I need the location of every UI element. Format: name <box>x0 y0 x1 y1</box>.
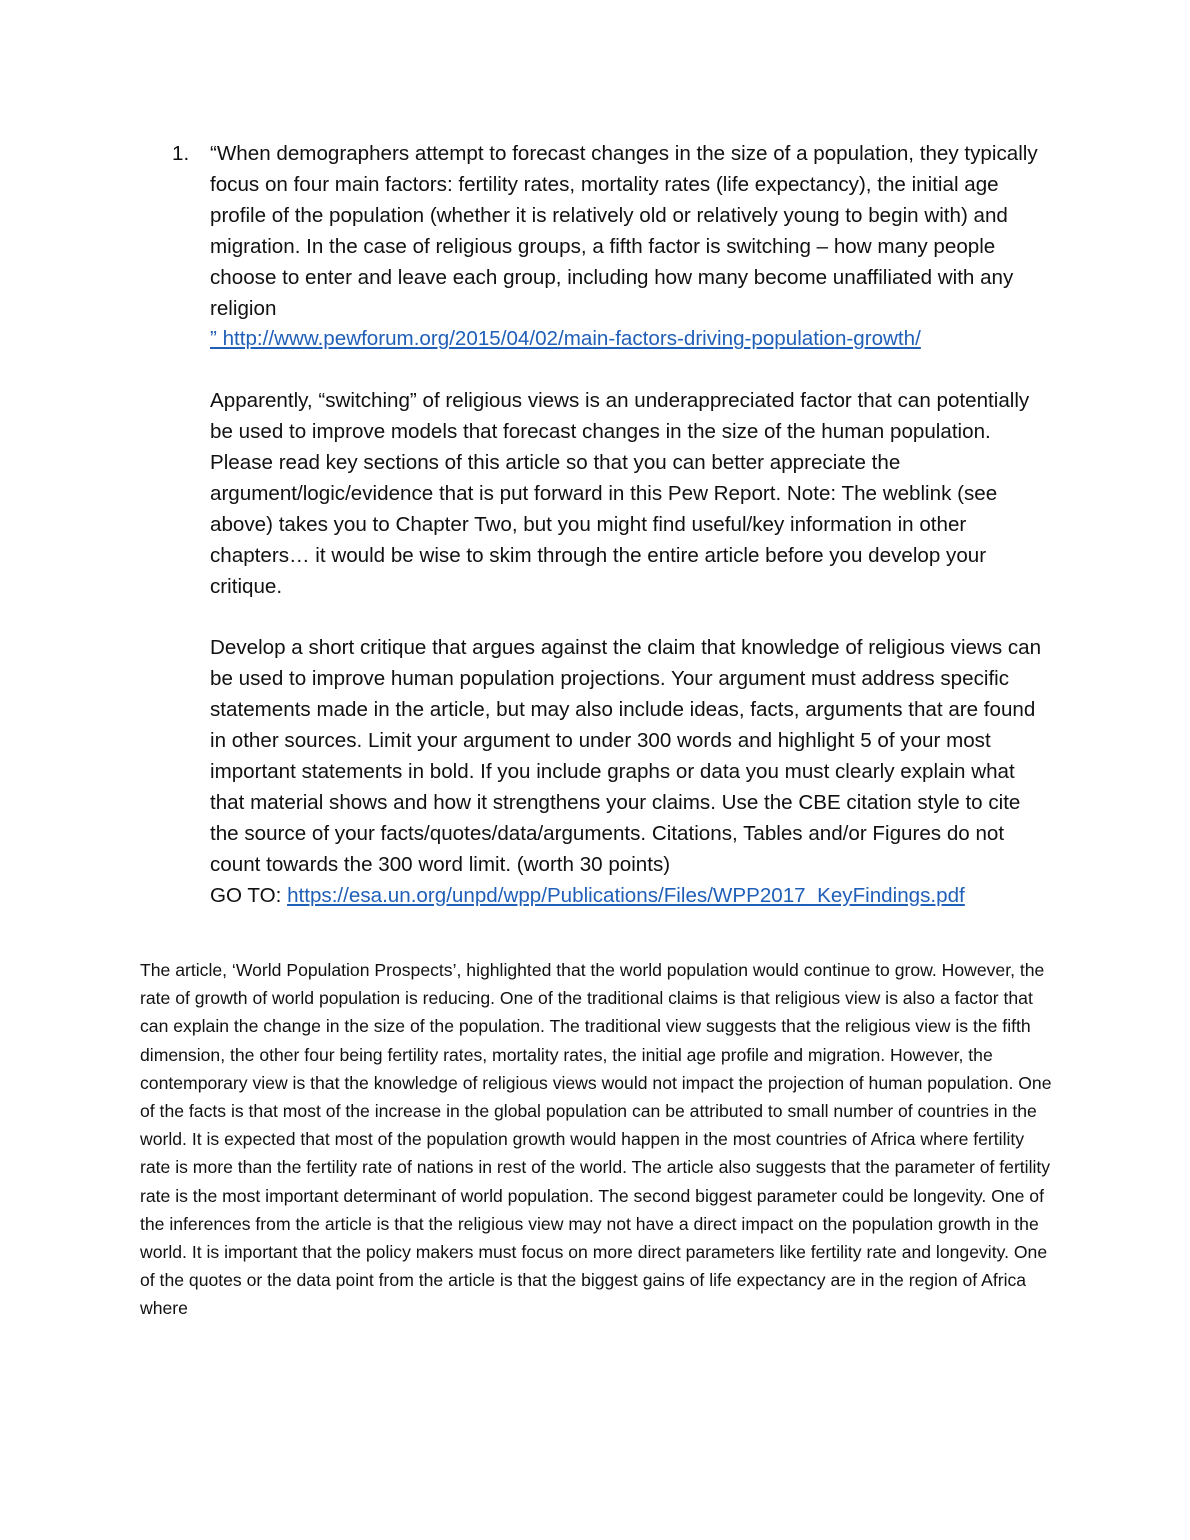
paragraph-gap <box>210 603 1042 634</box>
answer-paragraph: The article, ‘World Population Prospects’, highlighted that the world population would continue to grow. However, the rate of growth of world population is reducing. One of the traditional claims is that religious view is also a factor that can explain the change in the size of the population. The traditional view suggests that the religious view is the fifth dimension, the other four being fertility rates, mortality rates, the initial age profile and migration. However, the contemporary view is that the knowledge of religious views would not impact the projection of human population. One of the facts is that most of the increase in the global population can be attributed to small number of countries in the world. It is expected that most of the population growth would happen in the most countries of Africa where fertility rate is more than the fertility rate of nations in rest of the world. The article also suggests that the parameter of fertility rate is the most important determinant of world population. The second biggest parameter could be longevity. One of the inferences from the article is that the religious view may not have a direct impact on the population growth in the world. It is important that the policy makers must focus on more direct parameters like fertility rate and longevity. One of the quotes or the data point from the article is that the biggest gains of life expectancy are in the region of Africa where <box>140 960 1052 1319</box>
un-wpp-link[interactable]: https://esa.un.org/unpd/wpp/Publications/Files/WPP2017_KeyFindings.pdf <box>287 883 965 907</box>
answer-section <box>140 956 1055 1323</box>
switching-paragraph: Apparently, “switching” of religious views is an underappreciated factor that can potentially be used to improve models that forecast changes in the size of the human population. Please read key sections of this article so that you can better appreciate the argument/logic/evidence that is put forward in this Pew Report. Note: The weblink (see above) takes you to Chapter Two, but you might find useful/key information in other chapters… it would be wise to skim through the entire article before you develop your critique. <box>210 389 1030 598</box>
goto-label: GO TO: <box>210 883 288 907</box>
list-number: 1. <box>172 142 190 165</box>
quote-paragraph <box>210 139 1042 355</box>
list-item-body <box>210 139 1042 912</box>
pewforum-link[interactable]: ” http://www.pewforum.org/2015/04/02/main-factors-driving-population-growth/ <box>210 327 921 351</box>
paragraph-gap <box>210 355 1042 386</box>
numbered-list-item <box>172 139 1042 912</box>
critique-instructions-paragraph <box>210 633 1042 911</box>
critique-instructions-text: Develop a short critique that argues against the claim that knowledge of religious views can be used to improve human population projections. Your argument must address specific statements made in the article, but may also include ideas, facts, arguments that are found in other sources. Limit your argument to under 300 words and highlight 5 of your most important statements in bold. If you include graphs or data you must clearly explain what that material shows and how it strengthens your claims. Use the CBE citation style to cite the source of your facts/quotes/data/arguments. Citations, Tables and/or Figures do not count towards the 300 word limit. (worth 30 points) <box>210 636 1042 876</box>
quote-text: “When demographers attempt to forecast changes in the size of a population, they typically focus on four main factors: fertility rates, mortality rates (life expectancy), the initial age profile of the population (whether it is relatively old or relatively young to begin with) and migration. In the case of religious groups, a fifth factor is switching – how many people choose to enter and leave each group, including how many become unaffiliated with any religion <box>210 142 1038 320</box>
